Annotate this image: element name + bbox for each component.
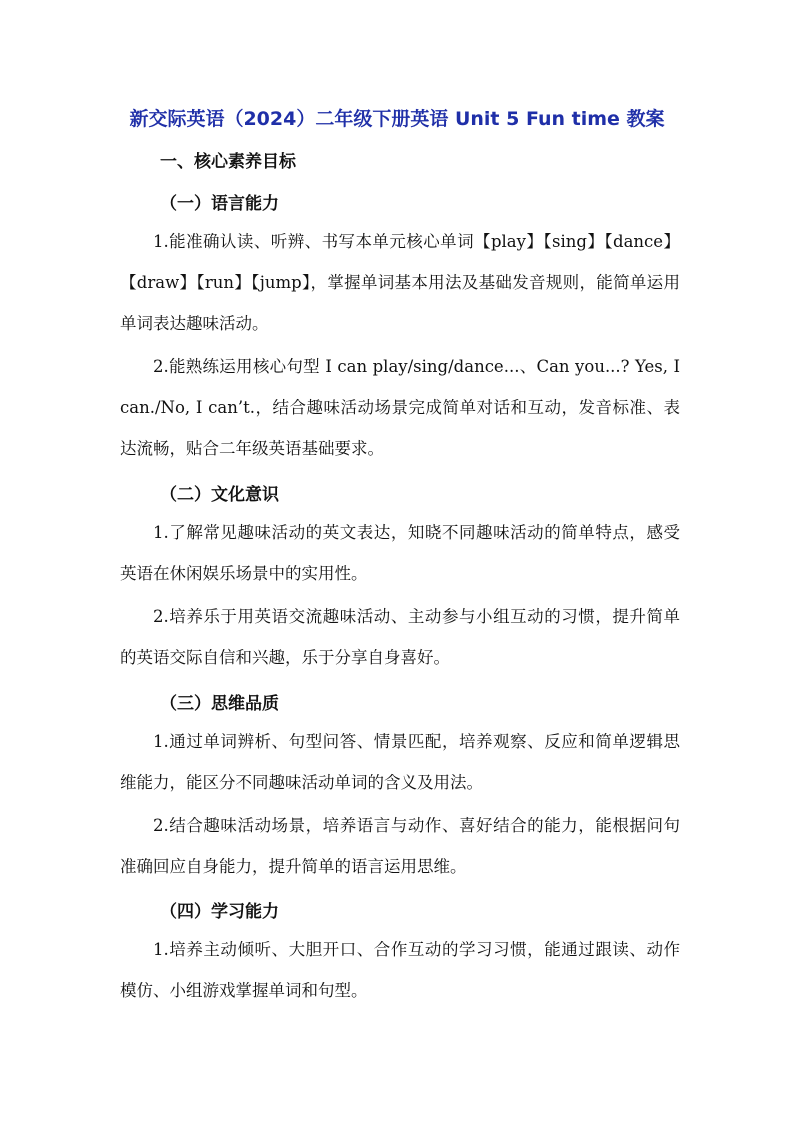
paragraph-learning-1: 1.培养主动倾听、大胆开口、合作互动的学习习惯，能通过跟读、动作模仿、小组游戏掌握单词和句型。 — [120, 940, 680, 1000]
paragraph-language-1: 1.能准确认读、听辨、书写本单元核心单词【play】【sing】【dance】【draw】【run】【jump】，掌握单词基本用法及基础发音规则，能简单运用单词表达趣味活动。 — [120, 232, 680, 333]
subheading-language-ability: （一）语言能力 — [160, 194, 279, 214]
paragraph-culture-1: 1.了解常见趣味活动的英文表达，知晓不同趣味活动的简单特点，感受英语在休闲娱乐场景中的实用性。 — [120, 523, 680, 583]
section-heading-core-goals: 一、核心素养目标 — [160, 152, 296, 172]
paragraph-thinking-2: 2.结合趣味活动场景，培养语言与动作、喜好结合的能力，能根据问句准确回应自身能力，提升简单的语言运用思维。 — [120, 816, 680, 876]
paragraph-language-2: 2.能熟练运用核心句型 I can play/sing/dance...、Can you...? Yes, I can./No, I can’t.，结合趣味活动场景完成简单对话和互动，发音标准、表达流畅，贴合二年级英语基础要求。 — [120, 357, 680, 458]
paragraph-culture-2: 2.培养乐于用英语交流趣味活动、主动参与小组互动的习惯，提升简单的英语交际自信和兴趣，乐于分享自身喜好。 — [120, 607, 680, 667]
subheading-thinking-quality: （三）思维品质 — [160, 694, 279, 714]
document-title: 新交际英语（2024）二年级下册英语 Unit 5 Fun time 教案 — [129, 108, 665, 130]
subheading-learning-ability: （四）学习能力 — [160, 902, 279, 922]
paragraph-thinking-1: 1.通过单词辨析、句型问答、情景匹配，培养观察、反应和简单逻辑思维能力，能区分不同趣味活动单词的含义及用法。 — [120, 732, 680, 792]
subheading-cultural-awareness: （二）文化意识 — [160, 485, 279, 505]
